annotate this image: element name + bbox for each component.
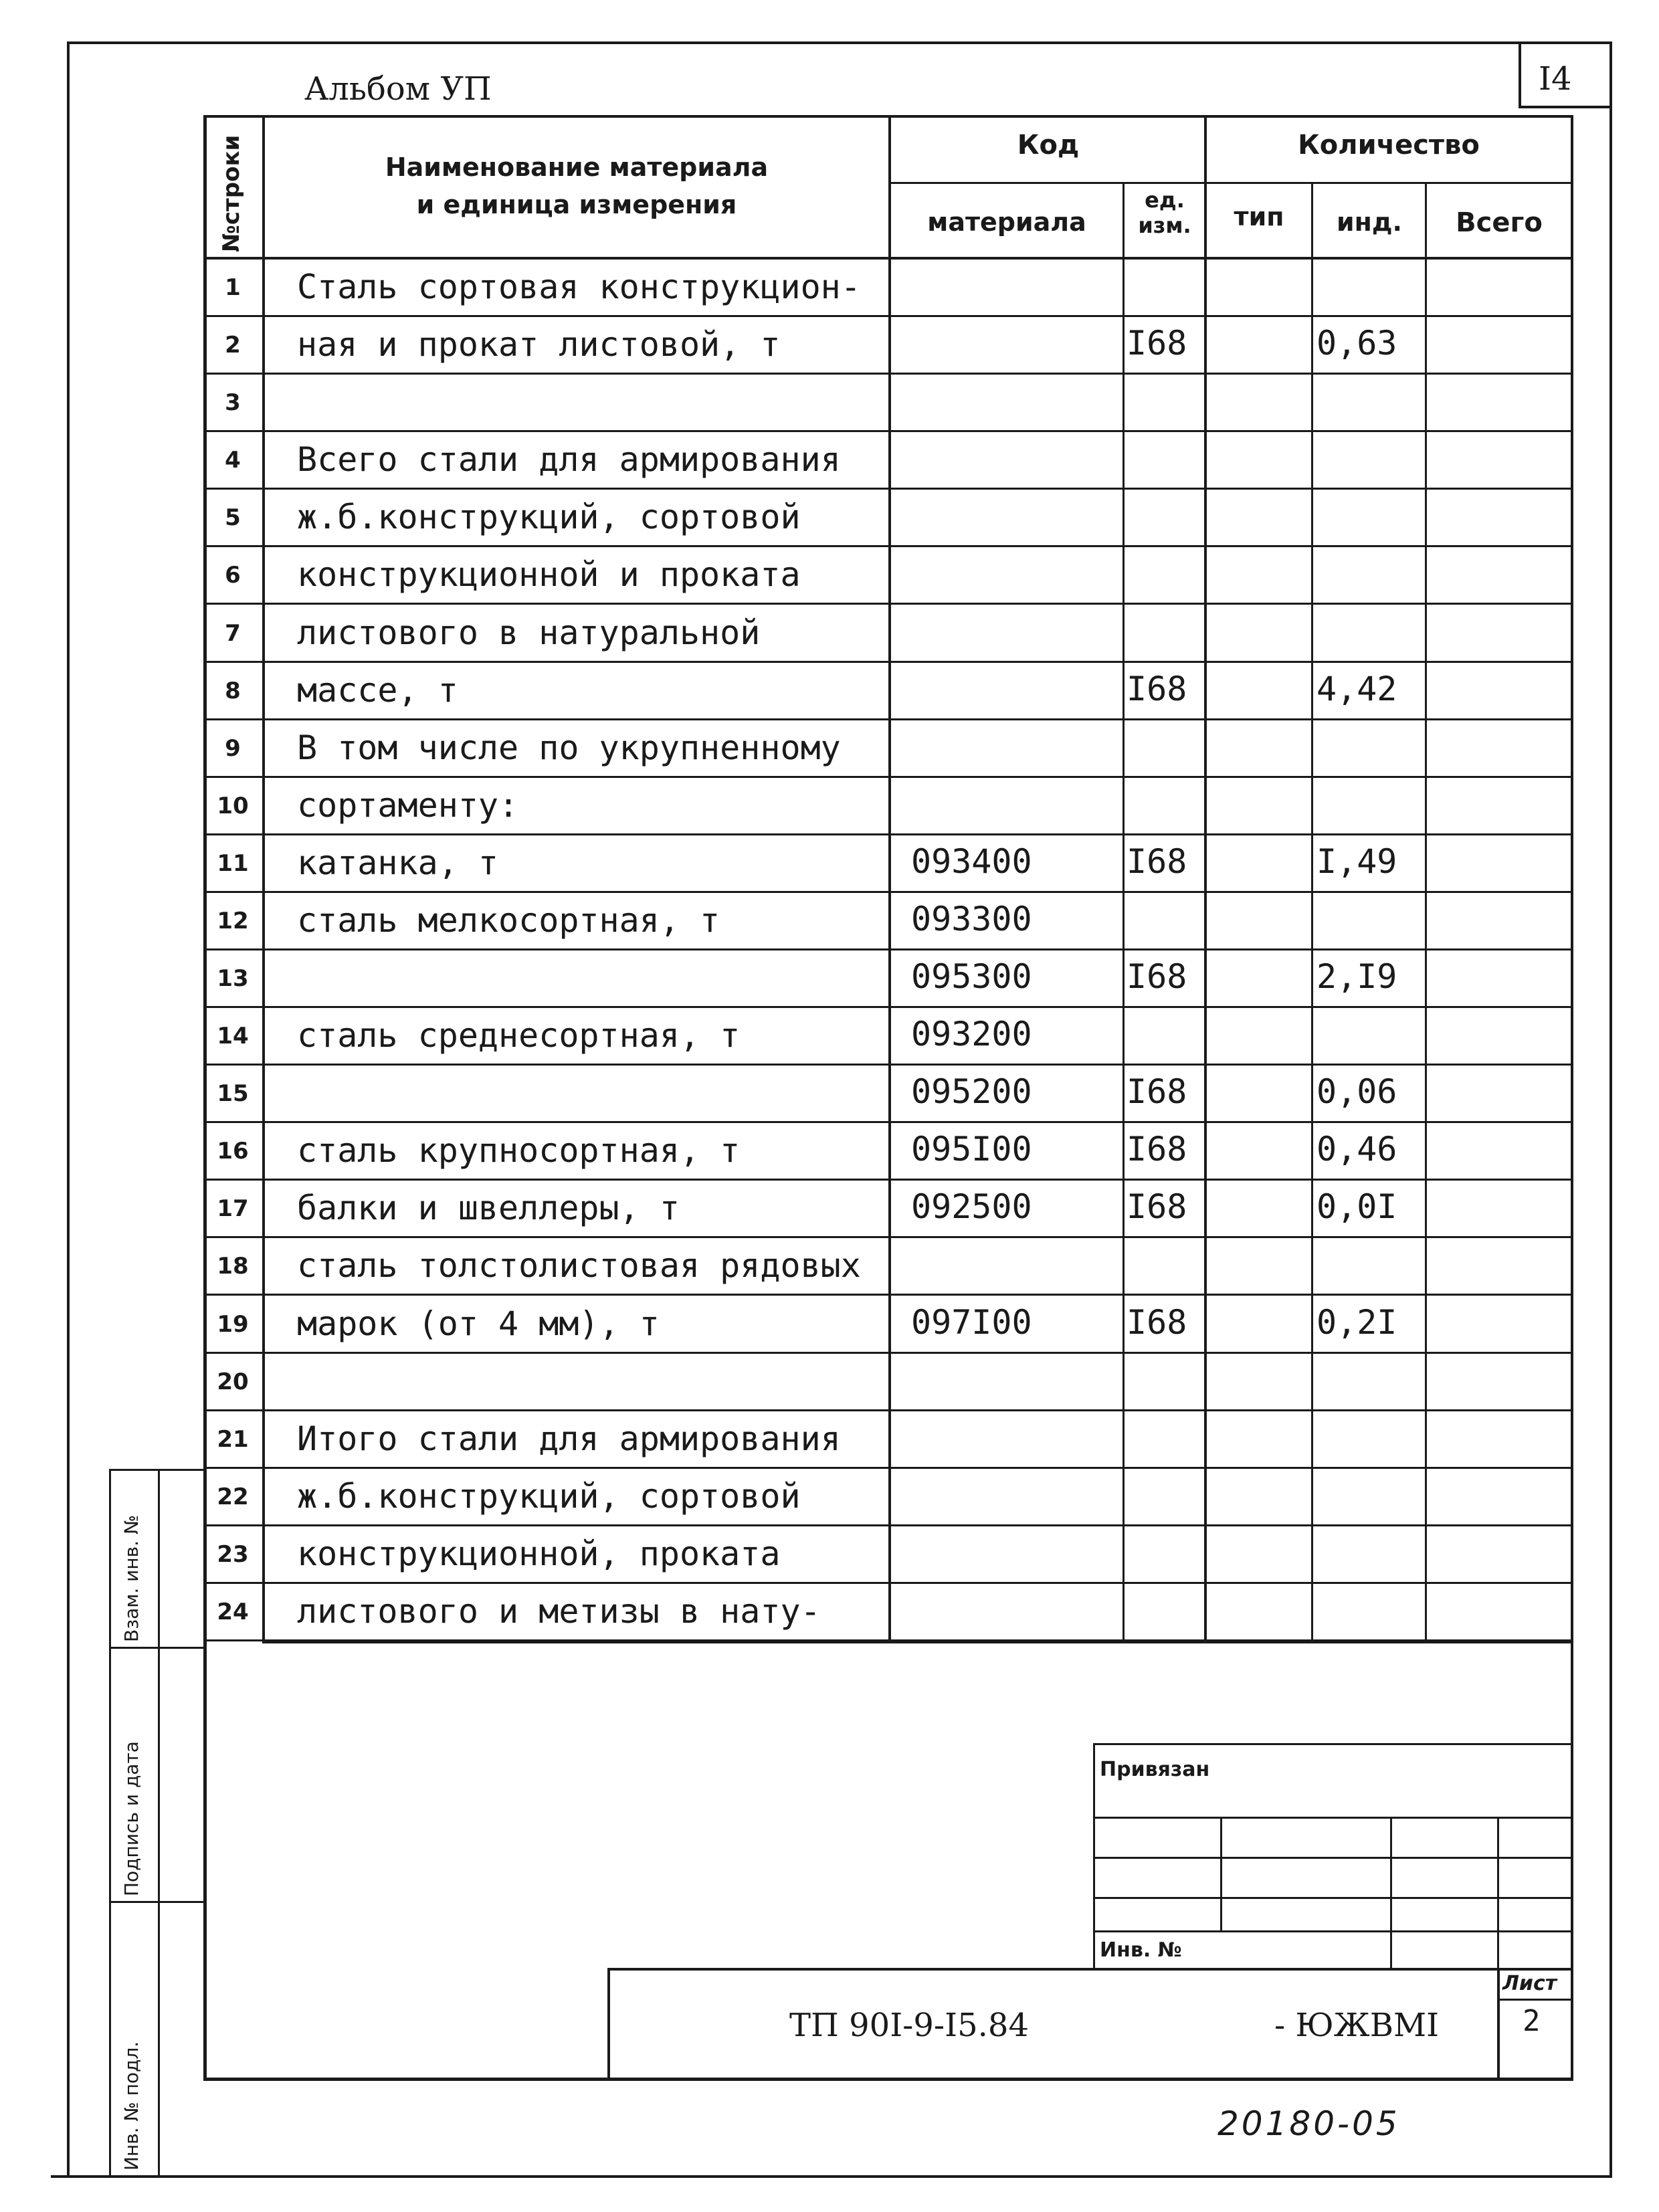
qty-type-header: тип (1234, 202, 1284, 231)
table-row (203, 1526, 1571, 1584)
material-code: 092500 (911, 1187, 1032, 1227)
quantity-type (1207, 260, 1311, 317)
row-number: 14 (217, 1023, 249, 1050)
quantity-ind: 0,0I (1316, 1187, 1397, 1227)
table-row (203, 1238, 1571, 1296)
table-row (203, 260, 1571, 317)
quantity-ind: 2,I9 (1316, 957, 1397, 996)
row-number: 19 (217, 1310, 249, 1338)
material-name: сталь толстолистовая рядовых (297, 1246, 861, 1286)
table-row (203, 663, 1571, 720)
code-material-header: материала (927, 207, 1086, 237)
material-name: ж.б.конструкций, сортовой (297, 1476, 801, 1516)
table-row (203, 432, 1571, 490)
material-code: 097I00 (911, 1302, 1032, 1342)
quantity-ind: 0,06 (1316, 1072, 1397, 1112)
quantity-total (1428, 1123, 1571, 1181)
material-name: Сталь сортовая конструкцион- (297, 268, 861, 306)
table-row (203, 1469, 1571, 1526)
quantity-total (1428, 1354, 1571, 1411)
row-divider (203, 1639, 1571, 1641)
side-label-vzam: Взам. инв. № (120, 1514, 142, 1642)
material-name: конструкционной, проката (297, 1534, 781, 1573)
document-code: ТП 90I-9-I5.84 (789, 2007, 1029, 2044)
row-number-header: №строки (218, 134, 245, 252)
quantity-total (1428, 663, 1571, 720)
quantity-total (1428, 1469, 1571, 1526)
row-number: 8 (225, 677, 241, 704)
row-number: 1 (225, 274, 241, 301)
quantity-type (1207, 1411, 1311, 1469)
page-number-box-bottom (1519, 106, 1612, 108)
row-number: 11 (217, 849, 249, 877)
drawing-frame-bottom (203, 2078, 1573, 2081)
material-code: 095300 (911, 957, 1032, 996)
quantity-type (1207, 1469, 1311, 1526)
table-row (203, 1008, 1571, 1066)
table-row (203, 317, 1571, 375)
side-divider-1 (109, 1647, 206, 1649)
material-name: катанка, т (297, 843, 499, 882)
quantity-ind: 0,63 (1316, 324, 1397, 363)
quantity-total (1428, 720, 1571, 778)
unit-code: I68 (1127, 324, 1187, 363)
row-number: 16 (217, 1138, 249, 1165)
code-unit-header: ед. изм. (1138, 187, 1191, 238)
table-row (203, 375, 1571, 432)
page-number-box-left (1519, 41, 1521, 108)
table-row (203, 893, 1571, 950)
quantity-type (1207, 375, 1311, 432)
material-name: Всего стали для армирования (297, 440, 841, 480)
side-column-left (109, 1469, 111, 2178)
material-name: сталь крупносортная, т (297, 1131, 741, 1171)
unit-code: I68 (1127, 1072, 1187, 1112)
quantity-type (1207, 605, 1311, 663)
quantity-type (1207, 1123, 1311, 1181)
unit-code: I68 (1127, 1187, 1187, 1227)
quantity-type (1207, 778, 1311, 835)
quantity-header: Количество (1298, 130, 1480, 161)
table-row (203, 1584, 1571, 1641)
material-code: 093400 (911, 841, 1032, 881)
privyazan-label: Привязан (1100, 1758, 1210, 1781)
album-title: Альбом УП (304, 70, 492, 108)
quantity-total (1428, 1181, 1571, 1238)
quantity-ind: 0,46 (1316, 1130, 1397, 1169)
page-number: I4 (1539, 60, 1572, 98)
quantity-type (1207, 490, 1311, 547)
quantity-total (1428, 1296, 1571, 1354)
row-number: 18 (217, 1253, 249, 1280)
quantity-total (1428, 317, 1571, 375)
quantity-total (1428, 1526, 1571, 1584)
drawing-frame-right (1571, 115, 1573, 2080)
row-number: 20 (217, 1368, 249, 1395)
quantity-type (1207, 1181, 1311, 1238)
quantity-type (1207, 1354, 1311, 1411)
name-header-line1: Наименование материала (385, 153, 769, 182)
table-row (203, 720, 1571, 778)
side-column-inner (158, 1469, 160, 2178)
row-number: 12 (217, 907, 249, 934)
quantity-type (1207, 950, 1311, 1008)
name-header-line2: и единица измерения (416, 190, 737, 219)
table-row (203, 1123, 1571, 1181)
list-label: Лист (1502, 1972, 1557, 1995)
material-code: 093200 (911, 1015, 1032, 1054)
quantity-type (1207, 1238, 1311, 1296)
table-row (203, 1181, 1571, 1238)
unit-code: I68 (1127, 1302, 1187, 1342)
document-suffix: - ЮЖВМI (1274, 2007, 1440, 2044)
side-column-top (109, 1469, 206, 1471)
quantity-total (1428, 1238, 1571, 1296)
row-number: 7 (225, 619, 241, 647)
materials-table (203, 115, 1571, 1644)
material-name: массе, т (297, 670, 458, 710)
table-row (203, 605, 1571, 663)
quantity-total (1428, 1066, 1571, 1123)
quantity-type (1207, 663, 1311, 720)
material-name: сортаменту: (297, 785, 519, 825)
quantity-type (1207, 1584, 1311, 1641)
side-divider-2 (109, 1901, 206, 1903)
unit-code: I68 (1127, 957, 1187, 996)
row-number: 4 (225, 447, 241, 474)
row-number: 2 (225, 332, 241, 359)
row-number: 22 (217, 1483, 249, 1510)
material-name: В том числе по укрупненному (297, 728, 841, 767)
quantity-type (1207, 547, 1311, 605)
table-row (203, 1066, 1571, 1123)
row-number: 17 (217, 1195, 249, 1223)
quantity-total (1428, 1411, 1571, 1469)
inv-no-label: Инв. № (1100, 1938, 1182, 1962)
material-name: ж.б.конструкций, сортовой (297, 498, 801, 537)
quantity-total (1428, 375, 1571, 432)
quantity-type (1207, 317, 1311, 375)
quantity-type (1207, 1008, 1311, 1066)
outer-frame-top (67, 41, 1612, 44)
code-header: Код (1017, 130, 1080, 161)
row-number: 9 (225, 734, 241, 762)
material-name: балки и швеллеры, т (297, 1189, 680, 1228)
material-code: 093300 (911, 899, 1032, 938)
side-label-inv-podl: Инв. № подл. (120, 2041, 142, 2171)
row-number: 13 (217, 965, 249, 992)
unit-code: I68 (1127, 841, 1187, 881)
outer-frame-bottom (51, 2175, 1612, 2178)
quantity-type (1207, 432, 1311, 490)
side-label-podpis: Подпись и дата (120, 1741, 142, 1896)
unit-code: I68 (1127, 669, 1187, 708)
quantity-type (1207, 1296, 1311, 1354)
quantity-total (1428, 1008, 1571, 1066)
row-number: 10 (217, 792, 249, 819)
material-name: марок (от 4 мм), т (297, 1304, 660, 1343)
material-name: сталь мелкосортная, т (297, 900, 720, 940)
quantity-ind: 4,42 (1316, 669, 1397, 708)
quantity-total (1428, 260, 1571, 317)
table-row (203, 1354, 1571, 1411)
quantity-total (1428, 1584, 1571, 1641)
handwritten-number: 20180-05 (1217, 2104, 1400, 2143)
table-body (203, 260, 1571, 1641)
quantity-ind: 0,2I (1316, 1302, 1397, 1342)
material-name: листового в натуральной (297, 613, 761, 652)
material-name: листового и метизы в нату- (297, 1591, 821, 1631)
material-name: ная и прокат листовой, т (297, 325, 781, 365)
row-number: 5 (225, 504, 241, 532)
row-number: 23 (217, 1540, 249, 1568)
quantity-total (1428, 547, 1571, 605)
material-name: Итого стали для армирования (297, 1419, 841, 1458)
material-name: конструкционной и проката (297, 555, 801, 595)
table-row (203, 1296, 1571, 1354)
quantity-total (1428, 893, 1571, 950)
row-number: 15 (217, 1080, 249, 1108)
material-code: 095200 (911, 1072, 1032, 1112)
table-row (203, 778, 1571, 835)
table-row (203, 950, 1571, 1008)
list-number: 2 (1523, 2004, 1541, 2038)
quantity-type (1207, 835, 1311, 893)
unit-code: I68 (1127, 1130, 1187, 1169)
qty-ind-header: инд. (1336, 207, 1402, 237)
quantity-total (1428, 778, 1571, 835)
outer-frame-left (67, 41, 70, 2178)
quantity-total (1428, 950, 1571, 1008)
material-code: 095I00 (911, 1130, 1032, 1169)
quantity-total (1428, 835, 1571, 893)
quantity-type (1207, 720, 1311, 778)
row-number: 6 (225, 562, 241, 589)
table-row (203, 835, 1571, 893)
table-row (203, 490, 1571, 547)
quantity-type (1207, 1526, 1311, 1584)
quantity-total (1428, 490, 1571, 547)
outer-frame-right (1609, 41, 1612, 2178)
table-row (203, 1411, 1571, 1469)
row-number: 21 (217, 1425, 249, 1453)
quantity-type (1207, 893, 1311, 950)
table-row (203, 547, 1571, 605)
quantity-ind: I,49 (1316, 841, 1397, 881)
qty-total-header: Всего (1456, 207, 1543, 238)
material-name: сталь среднесортная, т (297, 1016, 741, 1055)
quantity-total (1428, 432, 1571, 490)
row-number: 3 (225, 389, 241, 417)
quantity-type (1207, 1066, 1311, 1123)
row-number: 24 (217, 1598, 249, 1625)
quantity-total (1428, 605, 1571, 663)
